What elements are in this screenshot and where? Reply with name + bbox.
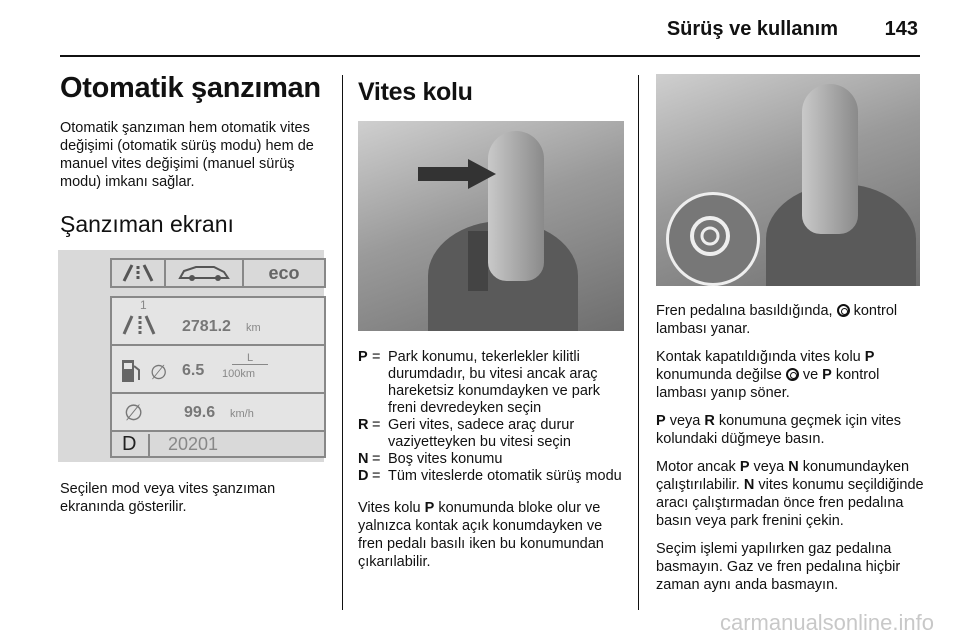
display-top-bar (110, 258, 326, 288)
definition-text: Tüm viteslerde otomatik sürüş modu (388, 468, 622, 484)
definition-row: N = Boş vites konumu (358, 451, 626, 468)
display-row-odometer (110, 296, 326, 346)
transmission-display-illustration (58, 250, 324, 462)
brake-lamp-icon (682, 208, 738, 264)
lever-block-paragraph: Vites kolu P konumunda bloke olur ve yalnızca kontak açık konumdayken ve fren pedalı basılı iken bu konumundan çıkarılabilir. (358, 500, 604, 570)
lane-icon (120, 312, 158, 336)
speed-unit: km/h (230, 408, 254, 420)
gear-lever-photo (358, 121, 624, 331)
column-divider (342, 75, 343, 610)
definition-key: R (358, 417, 369, 433)
gear-slot (468, 231, 488, 291)
odometer-unit: km (246, 322, 261, 334)
definition-row: D = Tüm viteslerde otomatik sürüş modu (358, 468, 626, 485)
arrow-icon (418, 159, 498, 189)
display-row-consumption (110, 344, 326, 394)
consumption-unit-bottom: 100km (222, 368, 256, 380)
definition-row: P = Park konumu, tekerlekler kilitli durumdadır, bu vitesi ancak araç hareketsiz konumdayken ve park freni devredeyken seçin (358, 349, 626, 417)
average-symbol: ∅ (150, 362, 168, 384)
column-2 (358, 72, 626, 581)
lever-knob (802, 84, 858, 234)
definition-text: Boş vites konumu (388, 451, 503, 467)
column-1 (60, 72, 330, 526)
gear-indicator: 1 (140, 298, 147, 312)
definition-key: D (358, 468, 369, 484)
gear-letter: D (122, 433, 137, 455)
gear-positions-list (358, 349, 626, 485)
definition-text: Geri vites, sadece araç durur vaziyetteyken bu vitesi seçin (388, 417, 575, 450)
pedal-warning-paragraph: Seçim işlemi yapılırken gaz pedalına basmayın. Gaz ve fren pedalına hiçbir zaman aynı anda basmayın. (656, 541, 901, 593)
definition-key: N (358, 451, 369, 467)
brake-lamp-icon (837, 304, 850, 317)
brake-lamp-icon (786, 368, 799, 381)
consumption-unit-top: L (232, 352, 268, 365)
shift-button-paragraph: P veya R konumuna geçmek için vites kolundaki düğmeye basın. (656, 413, 902, 447)
fuel-pump-icon (120, 356, 142, 384)
car-icon-cell (164, 258, 244, 288)
eco-label: eco (242, 258, 326, 288)
page-number: 143 (884, 18, 918, 40)
definition-text: Park konumu, tekerlekler kilitli durumdadır, bu vitesi ancak araç hareketsiz konumdayken ve park freni devredeyken seçin (388, 349, 600, 416)
column-3 (656, 72, 924, 604)
definition-row: R = Geri vites, sadece araç durur vaziyetteyken bu vitesi seçin (358, 417, 626, 451)
display-row-speed (110, 392, 326, 432)
heading-transmission-display: Şanzıman ekranı (60, 211, 234, 237)
brake-lamp-paragraph: Fren pedalına basıldığında, kontrol lambası yanar. (656, 303, 898, 337)
gear-divider (148, 434, 150, 456)
heading-gear-lever: Vites kolu (358, 78, 473, 106)
total-km: 20201 (168, 434, 219, 454)
lever-knob (488, 131, 544, 281)
intro-paragraph: Otomatik şanzıman hem otomatik vites değişimi (otomatik sürüş modu) hem de manuel vites değişimi (manuel sürüş modu) imkanı sağlar. (60, 120, 314, 190)
consumption-value: 6.5 (182, 362, 205, 379)
section-title: Sürüş ve kullanım (666, 18, 838, 40)
engine-start-paragraph: Motor ancak P veya N konumundayken çalıştırılabilir. N vites konumu seçildiğinde aracı çalıştırmadan önce fren pedalına basın veya park frenini çekin. (656, 459, 924, 529)
average-symbol: ∅ (124, 400, 144, 425)
watermark: carmanualsonline.info (719, 610, 934, 635)
brake-lamp-photo (656, 74, 920, 286)
lane-icon (118, 263, 158, 283)
display-row-gear (110, 430, 326, 458)
odometer-value: 2781.2 (182, 318, 231, 335)
ignition-off-paragraph: Kontak kapatıldığında vites kolu P konumunda değilse ve P kontrol lambası yanıp söner. (656, 349, 880, 401)
speed-value: 99.6 (184, 404, 216, 421)
display-caption: Seçilen mod veya vites şanzıman ekranında gösterilir. (60, 481, 276, 515)
header-rule (60, 55, 920, 57)
column-divider (638, 75, 639, 610)
heading-automatic-transmission: Otomatik şanzıman (60, 72, 321, 104)
definition-key: P (358, 349, 368, 365)
page-header (0, 0, 960, 60)
lane-icon-cell (110, 258, 166, 288)
car-icon (176, 263, 232, 283)
